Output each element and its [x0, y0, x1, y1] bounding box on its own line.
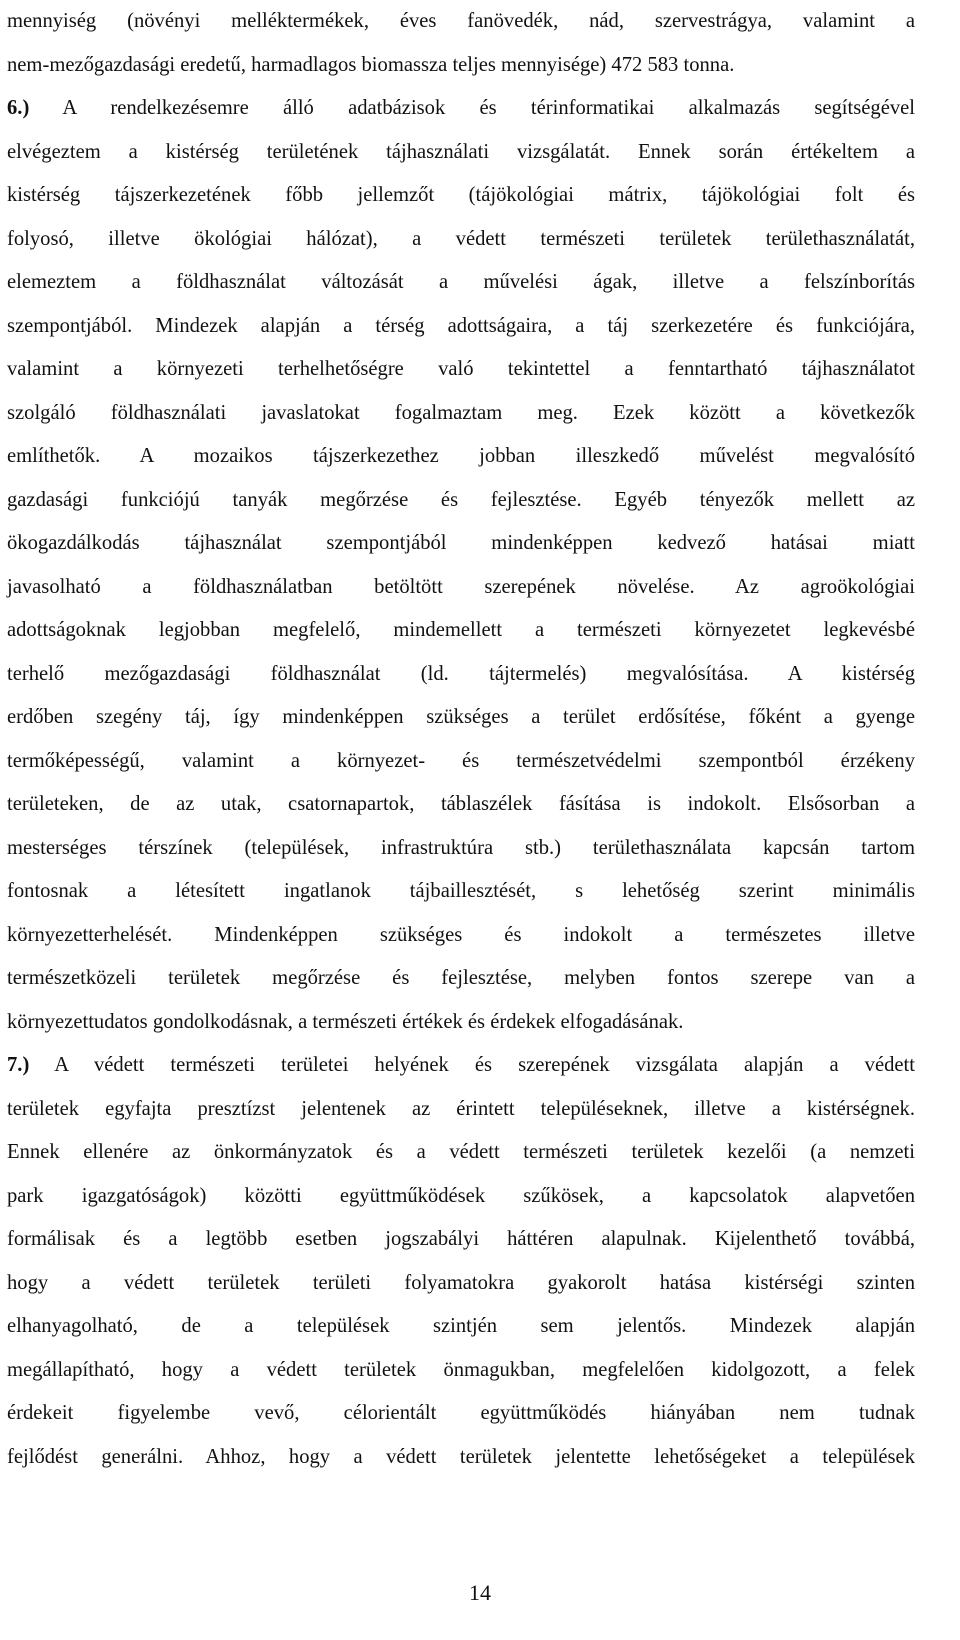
line-text: fejlődést generálni. Ahhoz, hogy a védett területek jelentette lehetőségeket a települések [7, 1445, 915, 1468]
line-text: A rendelkezésemre álló adatbázisok és térinformatikai alkalmazás segítségével [29, 97, 915, 119]
text-line [7, 827, 915, 871]
line-text: folyosó, illetve ökológiai hálózat), a védett természeti területek területhasználatát, [7, 227, 915, 250]
text-line [7, 174, 915, 218]
line-text: elhanyagolható, de a települések szintjén sem jelentős. Mindezek alapján [7, 1315, 915, 1337]
line-text: park igazgatóságok) közötti együttműködések szűkösek, a kapcsolatok alapvetően [7, 1184, 915, 1207]
section-number: 7.) [7, 1054, 30, 1076]
line-text: formálisak és a legtöbb esetben jogszabályi háttéren alapulnak. Kijelenthető továbbá, [7, 1228, 915, 1250]
section-number: 6.) [7, 97, 30, 119]
text-line [7, 566, 915, 610]
text-line [7, 870, 915, 914]
line-text: ökogazdálkodás tájhasználat szempontjából mindenképpen kedvező hatásai miatt [7, 532, 915, 554]
line-text: gazdasági funkciójú tanyák megőrzése és fejlesztése. Egyéb tényezők mellett az [7, 488, 915, 511]
text-line [7, 131, 915, 175]
line-text: szempontjából. Mindezek alapján a térség adottságaira, a táj szerkezetére és funkciójára, [7, 314, 915, 337]
text-line [7, 914, 915, 958]
line-text: erdőben szegény táj, így mindenképpen szükséges a terület erdősítése, főként a gyenge [7, 706, 915, 728]
text-line [7, 261, 915, 305]
line-text: mesterséges térszínek (települések, infrastruktúra stb.) területhasználata kapcsán tartom [7, 836, 915, 859]
text-line [7, 218, 915, 262]
line-text: mennyiség (növényi melléktermékek, éves fanövedék, nád, szervestrágya, valamint a [7, 10, 915, 32]
text-line [7, 305, 915, 349]
line-text: elemeztem a földhasználat változását a művelési ágak, illetve a felszínborítás [7, 271, 915, 293]
text-line [7, 1305, 915, 1349]
text-line [7, 653, 915, 697]
text-line [7, 1131, 915, 1175]
text-line [7, 696, 915, 740]
line-text: természetközeli területek megőrzése és fejlesztése, melyben fontos szerepe van a [7, 967, 915, 989]
line-text: környezetterhelését. Mindenképpen szükséges és indokolt a természetes illetve [7, 923, 915, 946]
text-line [7, 1262, 915, 1306]
text-line [7, 87, 915, 131]
line-text: szolgáló földhasználati javaslatokat fogalmaztam meg. Ezek között a következők [7, 401, 915, 424]
text-line [7, 783, 915, 827]
text-line [7, 479, 915, 523]
text-line [7, 740, 915, 784]
text-line [7, 392, 915, 436]
text-line [7, 1175, 915, 1219]
text-line [7, 1218, 915, 1262]
text-line [7, 957, 915, 1001]
line-text: Ennek ellenére az önkormányzatok és a védett természeti területek kezelői (a nemzeti [7, 1141, 915, 1163]
text-line [7, 522, 915, 566]
text-line [7, 1392, 915, 1436]
text-line [7, 435, 915, 479]
line-text: termőképességű, valamint a környezet- és természetvédelmi szempontból érzékeny [7, 749, 915, 772]
text-line [7, 1088, 915, 1132]
text-line [7, 1436, 915, 1480]
line-text: említhetők. A mozaikos tájszerkezethez jobban illeszkedő művelést megvalósító [7, 445, 915, 467]
line-text: fontosnak a létesített ingatlanok tájbaillesztését, s lehetőség szerint minimális [7, 880, 915, 902]
text-line [7, 1001, 915, 1045]
document-body [7, 0, 915, 1479]
line-text: érdekeit figyelembe vevő, célorientált együttműködés hiányában nem tudnak [7, 1402, 915, 1424]
text-line [7, 0, 915, 44]
line-text: valamint a környezeti terhelhetőségre való tekintettel a fenntartható tájhasználatot [7, 358, 915, 380]
page-number: 14 [469, 1580, 491, 1605]
text-line [7, 609, 915, 653]
line-text: adottságoknak legjobban megfelelő, mindemellett a természeti környezetet legkevésbé [7, 619, 915, 641]
line-text: területeken, de az utak, csatornapartok, táblaszélek fásítása is indokolt. Elsősorban a [7, 793, 915, 815]
text-line [7, 348, 915, 392]
line-text: A védett természeti területei helyének és szerepének vizsgálata alapján a védett [29, 1054, 915, 1076]
line-text: hogy a védett területek területi folyamatokra gyakorolt hatása kistérségi szinten [7, 1271, 915, 1294]
text-line [7, 1349, 915, 1393]
line-text: javasolható a földhasználatban betöltött szerepének növelése. Az agroökológiai [7, 575, 915, 598]
line-text: nem-mezőgazdasági eredetű, harmadlagos biomassza teljes mennyisége) 472 583 tonna. [7, 53, 735, 76]
line-text: területek egyfajta presztízst jelentenek az érintett településeknek, illetve a kistérségnek. [7, 1097, 915, 1120]
text-line [7, 1044, 915, 1088]
line-text: elvégeztem a kistérség területének tájhasználati vizsgálatát. Ennek során értékeltem a [7, 140, 915, 163]
line-text: megállapítható, hogy a védett területek önmagukban, megfelelően kidolgozott, a felek [7, 1358, 915, 1381]
text-line [7, 44, 915, 88]
line-text: kistérség tájszerkezetének főbb jellemzőt (tájökológiai mátrix, tájökológiai folt és [7, 184, 915, 206]
line-text: terhelő mezőgazdasági földhasználat (ld. tájtermelés) megvalósítása. A kistérség [7, 662, 915, 685]
line-text: környezettudatos gondolkodásnak, a természeti értékek és érdekek elfogadásának. [7, 1010, 684, 1033]
